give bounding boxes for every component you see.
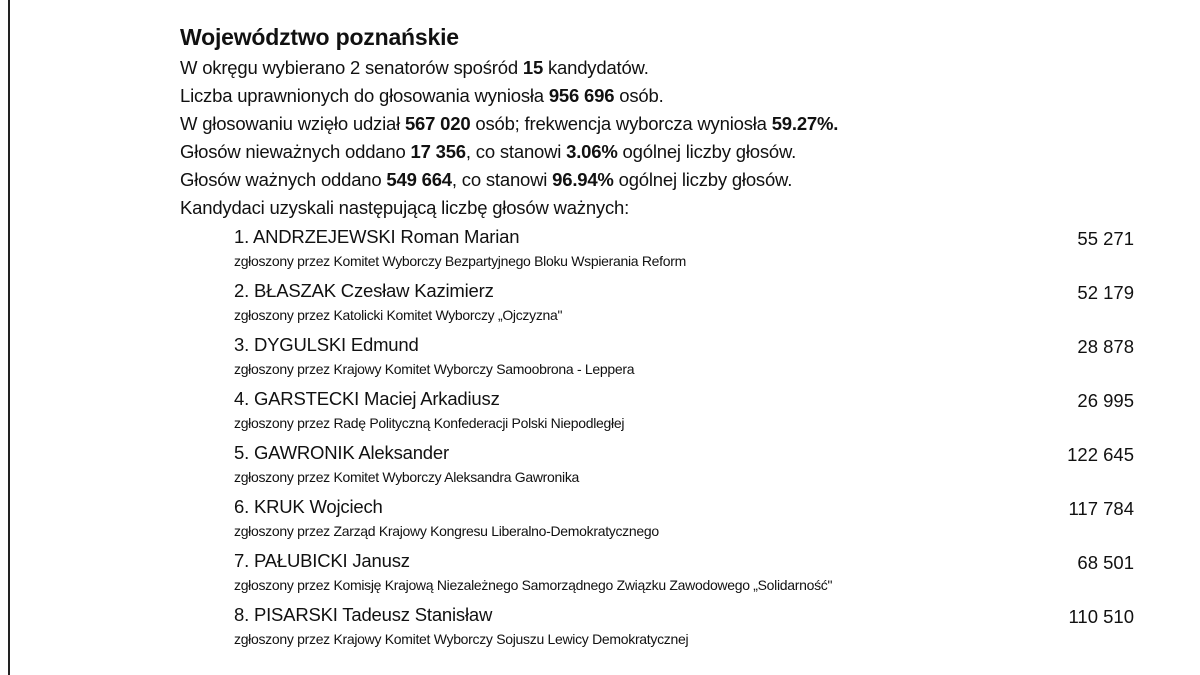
page-title: Województwo poznańskie [180, 24, 459, 50]
stat-value: 549 664 [386, 169, 452, 190]
stat-text: osób. [614, 85, 664, 106]
candidate-nominator: zgłoszony przez Komitet Wyborczy Aleksandra Gawronika [234, 469, 580, 485]
candidate-votes: 55 271 [1077, 228, 1134, 249]
stat-line [180, 54, 1140, 82]
candidate-nominator: zgłoszony przez Katolicki Komitet Wyborczy „Ojczyzna" [234, 307, 563, 323]
stat-text: Głosów ważnych oddano [180, 169, 387, 190]
candidate-item [234, 224, 1134, 278]
document-page [180, 22, 1140, 656]
stat-line [180, 166, 1140, 194]
candidate-votes: 68 501 [1077, 552, 1134, 573]
candidate-nominator: zgłoszony przez Radę Polityczną Konfederacji Polski Niepodległej [234, 415, 625, 431]
stat-text: osób; frekwencja wyborcza wyniosła [470, 113, 772, 134]
candidate-name: 1. ANDRZEJEWSKI Roman Marian [234, 226, 520, 247]
candidate-nominator: zgłoszony przez Komisję Krajową Niezależnego Samorządnego Związku Zawodowego „Solidarność" [234, 577, 833, 593]
candidate-item [234, 602, 1134, 656]
candidate-votes: 122 645 [1067, 444, 1134, 465]
candidate-name: 3. DYGULSKI Edmund [234, 334, 419, 355]
stat-text: , co stanowi [465, 141, 567, 162]
candidate-list [234, 224, 1134, 656]
candidate-item [234, 494, 1134, 548]
stat-line [180, 138, 1140, 166]
candidate-item [234, 332, 1134, 386]
stat-value: 96.94% [552, 169, 614, 190]
candidate-name: 6. KRUK Wojciech [234, 496, 383, 517]
candidate-nominator: zgłoszony przez Zarząd Krajowy Kongresu Liberalno-Demokratycznego [234, 523, 659, 539]
candidate-nominator: zgłoszony przez Krajowy Komitet Wyborczy Samoobrona - Leppera [234, 361, 635, 377]
stat-line [180, 110, 1140, 138]
candidate-item [234, 386, 1134, 440]
stat-text: kandydatów. [543, 57, 649, 78]
candidate-item [234, 440, 1134, 494]
candidate-name: 7. PAŁUBICKI Janusz [234, 550, 410, 571]
candidate-votes: 28 878 [1077, 336, 1134, 357]
stat-text: , co stanowi [451, 169, 553, 190]
candidate-nominator: zgłoszony przez Komitet Wyborczy Bezpartyjnego Bloku Wspierania Reform [234, 253, 686, 269]
candidate-item [234, 278, 1134, 332]
stats-block [180, 54, 1140, 222]
stat-text: ogólnej liczby głosów. [617, 141, 797, 162]
stat-line [180, 194, 1140, 222]
stat-text: W głosowaniu wzięło udział [180, 113, 405, 134]
candidate-votes: 110 510 [1068, 606, 1134, 627]
stat-value: 956 696 [548, 85, 615, 106]
stat-line [180, 82, 1140, 110]
candidate-votes: 52 179 [1077, 282, 1134, 303]
stat-value: 15 [522, 57, 544, 78]
candidate-name: 4. GARSTECKI Maciej Arkadiusz [234, 388, 500, 409]
stat-text: Głosów nieważnych oddano [180, 141, 411, 162]
stat-text: Liczba uprawnionych do głosowania wyniosła [180, 85, 549, 106]
stat-value: 17 356 [410, 141, 466, 162]
candidate-name: 2. BŁASZAK Czesław Kazimierz [234, 280, 494, 301]
candidate-name: 8. PISARSKI Tadeusz Stanisław [234, 604, 493, 625]
candidate-item [234, 548, 1134, 602]
candidate-name: 5. GAWRONIK Aleksander [234, 442, 449, 463]
candidate-votes: 117 784 [1068, 498, 1134, 519]
scan-edge-line [8, 0, 10, 675]
candidate-nominator: zgłoszony przez Krajowy Komitet Wyborczy Sojuszu Lewicy Demokratycznej [234, 631, 689, 647]
stat-text: W okręgu wybierano 2 senatorów spośród [180, 57, 523, 78]
stat-value: 3.06% [566, 141, 618, 162]
stat-value: 59.27%. [771, 113, 839, 134]
stat-text: Kandydaci uzyskali następującą liczbę głosów ważnych: [180, 197, 630, 218]
stat-text: ogólnej liczby głosów. [613, 169, 793, 190]
stat-value: 567 020 [404, 113, 471, 134]
candidate-votes: 26 995 [1077, 390, 1134, 411]
